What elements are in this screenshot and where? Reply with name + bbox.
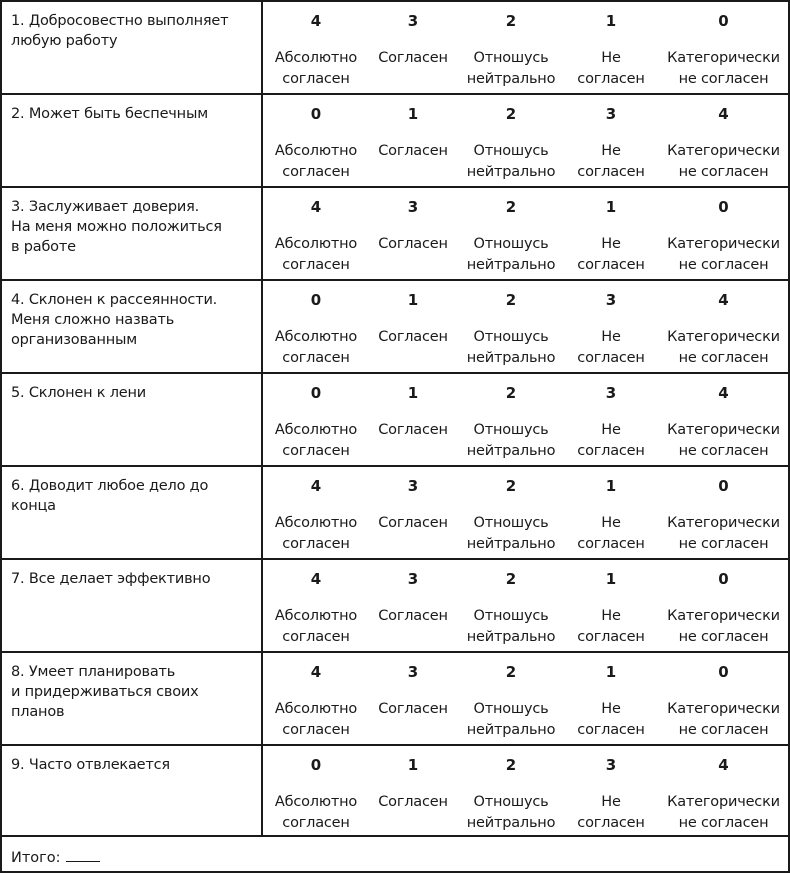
- answer-label-line: Не: [601, 329, 621, 345]
- score-value: 1: [407, 291, 419, 309]
- answer-label: [659, 792, 788, 834]
- answer-label: [459, 420, 563, 462]
- question-line: конца: [11, 498, 56, 514]
- score-value: 4: [718, 105, 729, 123]
- question-line: 3. Заслуживает доверия.: [11, 199, 200, 215]
- answer-option-b[interactable]: [367, 374, 459, 465]
- score-value: 4: [310, 12, 322, 30]
- answer-option-e[interactable]: [659, 560, 788, 651]
- answer-option-d[interactable]: [563, 188, 659, 279]
- answer-label-line: нейтрально: [466, 815, 556, 831]
- answer-label: [367, 606, 459, 627]
- answer-label-line: Согласен: [378, 329, 448, 345]
- score-value: 3: [605, 291, 617, 309]
- answer-option-b[interactable]: [367, 95, 459, 186]
- answer-option-c[interactable]: [459, 281, 563, 372]
- answer-option-d[interactable]: [563, 95, 659, 186]
- answer-label-line: Абсолютно: [274, 236, 358, 252]
- answer-label-line: Не: [601, 236, 621, 252]
- answer-label: [659, 327, 788, 369]
- answer-label-line: согласен: [282, 164, 350, 180]
- answer-label-line: согласен: [282, 71, 350, 87]
- answer-label-line: Не: [601, 794, 621, 810]
- question-line: 1. Добросовестно выполняет: [11, 13, 229, 29]
- score-value: 2: [505, 12, 517, 30]
- score-value: 2: [505, 756, 517, 774]
- answer-option-a[interactable]: [265, 467, 367, 558]
- answer-label: [367, 699, 459, 720]
- answer-label-line: не согласен: [678, 71, 769, 87]
- answer-label: [563, 141, 659, 183]
- answer-label: [659, 234, 788, 276]
- answer-option-c[interactable]: [459, 374, 563, 465]
- answer-label-line: согласен: [577, 815, 645, 831]
- answer-option-c[interactable]: [459, 467, 563, 558]
- question-line: Меня сложно назвать: [11, 312, 175, 328]
- answer-label-line: Не: [601, 515, 621, 531]
- answer-label: [459, 234, 563, 276]
- answer-label-line: согласен: [577, 350, 645, 366]
- answer-option-c[interactable]: [459, 2, 563, 93]
- answer-option-a[interactable]: [265, 95, 367, 186]
- answer-label: [367, 141, 459, 162]
- question-line: 6. Доводит любое дело до: [11, 478, 209, 494]
- answer-label-line: Не: [601, 50, 621, 66]
- answer-label-line: Согласен: [378, 608, 448, 624]
- question-row-8: [2, 653, 788, 746]
- answer-label: [367, 792, 459, 813]
- answer-label: [563, 48, 659, 90]
- answer-label-line: нейтрально: [466, 722, 556, 738]
- answer-label-line: нейтрально: [466, 257, 556, 273]
- answer-option-a[interactable]: [265, 2, 367, 93]
- answer-option-a[interactable]: [265, 653, 367, 744]
- answer-label: [265, 327, 367, 369]
- answer-label: [659, 141, 788, 183]
- score-value: 2: [505, 105, 517, 123]
- question-row-3: [2, 188, 788, 281]
- answer-label-line: Не: [601, 143, 621, 159]
- answer-option-d[interactable]: [563, 374, 659, 465]
- answer-label-line: Отношусь: [473, 143, 549, 159]
- answer-label: [459, 48, 563, 90]
- score-value: 4: [718, 384, 729, 402]
- question-text: [2, 560, 263, 651]
- answer-label-line: Абсолютно: [274, 608, 358, 624]
- answer-label-line: Категорически: [667, 794, 780, 810]
- answer-label-line: Категорически: [667, 50, 780, 66]
- score-value: 3: [407, 198, 419, 216]
- answer-label-line: Категорически: [667, 236, 780, 252]
- answer-label-line: Абсолютно: [274, 143, 358, 159]
- score-value: 4: [718, 291, 729, 309]
- score-value: 1: [605, 198, 617, 216]
- answer-label: [265, 792, 367, 834]
- answer-option-d[interactable]: [563, 2, 659, 93]
- answer-label: [563, 699, 659, 741]
- answer-label: [367, 420, 459, 441]
- question-row-6: [2, 467, 788, 560]
- answer-option-a[interactable]: [265, 746, 367, 835]
- answer-label-line: Отношусь: [473, 422, 549, 438]
- answer-label-line: Не: [601, 422, 621, 438]
- total-blank-field[interactable]: [66, 847, 100, 862]
- answer-label-line: согласен: [577, 71, 645, 87]
- answer-option-c[interactable]: [459, 95, 563, 186]
- question-text: [2, 95, 263, 186]
- answer-label-line: не согласен: [678, 350, 769, 366]
- answer-label-line: нейтрально: [466, 443, 556, 459]
- answer-label-line: Не: [601, 701, 621, 717]
- answer-label: [659, 699, 788, 741]
- answer-label-line: нейтрально: [466, 629, 556, 645]
- answer-label: [563, 327, 659, 369]
- answer-label-line: нейтрально: [466, 164, 556, 180]
- answer-option-a[interactable]: [265, 281, 367, 372]
- score-value: 1: [605, 663, 617, 681]
- answer-option-c[interactable]: [459, 653, 563, 744]
- score-value: 1: [407, 105, 419, 123]
- answer-label: [459, 699, 563, 741]
- score-value: 1: [407, 756, 419, 774]
- question-text: [2, 374, 263, 465]
- question-line: 4. Склонен к рассеянности.: [11, 292, 218, 308]
- answer-label: [367, 234, 459, 255]
- answer-label-line: согласен: [282, 350, 350, 366]
- score-value: 4: [718, 756, 729, 774]
- answer-label: [563, 420, 659, 462]
- answer-label: [367, 48, 459, 69]
- answer-label-line: не согласен: [678, 257, 769, 273]
- answer-label-line: Отношусь: [473, 329, 549, 345]
- answer-label-line: согласен: [577, 257, 645, 273]
- answer-label-line: нейтрально: [466, 71, 556, 87]
- score-value: 0: [718, 663, 729, 681]
- answer-option-d[interactable]: [563, 467, 659, 558]
- answer-label-line: Категорически: [667, 608, 780, 624]
- question-text: [2, 467, 263, 558]
- score-value: 0: [310, 105, 322, 123]
- score-value: 1: [605, 570, 617, 588]
- answer-label-line: согласен: [577, 164, 645, 180]
- answer-option-e[interactable]: [659, 2, 788, 93]
- answer-label-line: Согласен: [378, 794, 448, 810]
- question-line: 9. Часто отвлекается: [11, 757, 170, 773]
- answer-label: [563, 513, 659, 555]
- question-line: планов: [11, 704, 65, 720]
- answer-label-line: согласен: [282, 722, 350, 738]
- answer-label: [563, 606, 659, 648]
- answer-label-line: не согласен: [678, 536, 769, 552]
- answer-label-line: не согласен: [678, 629, 769, 645]
- answer-label-line: согласен: [282, 629, 350, 645]
- question-text: [2, 653, 263, 744]
- score-value: 3: [605, 756, 617, 774]
- answer-label: [265, 141, 367, 183]
- answer-label-line: Отношусь: [473, 236, 549, 252]
- score-value: 0: [310, 756, 322, 774]
- score-value: 0: [310, 291, 322, 309]
- answer-label-line: Абсолютно: [274, 329, 358, 345]
- answer-option-c[interactable]: [459, 560, 563, 651]
- answer-option-e[interactable]: [659, 653, 788, 744]
- answer-label: [459, 327, 563, 369]
- answer-option-c[interactable]: [459, 188, 563, 279]
- score-value: 3: [605, 105, 617, 123]
- answer-label: [265, 699, 367, 741]
- answer-option-b[interactable]: [367, 653, 459, 744]
- answer-label: [459, 606, 563, 648]
- answer-option-e[interactable]: [659, 374, 788, 465]
- score-value: 2: [505, 198, 517, 216]
- answer-label-line: согласен: [282, 536, 350, 552]
- answer-label: [459, 141, 563, 183]
- answer-label: [367, 327, 459, 348]
- answer-label-line: Согласен: [378, 701, 448, 717]
- score-value: 2: [505, 384, 517, 402]
- question-line: в работе: [11, 239, 76, 255]
- answer-option-d[interactable]: [563, 281, 659, 372]
- question-line: любую работу: [11, 33, 118, 49]
- question-row-2: [2, 95, 788, 188]
- score-value: 2: [505, 663, 517, 681]
- answer-label-line: согласен: [577, 443, 645, 459]
- question-line: 5. Склонен к лени: [11, 385, 147, 401]
- question-line: и придерживаться своих: [11, 684, 199, 700]
- score-value: 3: [407, 12, 419, 30]
- answer-label-line: не согласен: [678, 815, 769, 831]
- score-value: 3: [605, 384, 617, 402]
- answer-label: [265, 420, 367, 462]
- answer-option-e[interactable]: [659, 95, 788, 186]
- answer-option-b[interactable]: [367, 467, 459, 558]
- answer-label-line: согласен: [577, 629, 645, 645]
- score-value: 4: [310, 477, 322, 495]
- answer-label-line: Абсолютно: [274, 422, 358, 438]
- answer-label: [659, 606, 788, 648]
- answer-option-a[interactable]: [265, 374, 367, 465]
- answer-label-line: Категорически: [667, 422, 780, 438]
- total-label: Итого:: [11, 850, 61, 866]
- question-line: 7. Все делает эффективно: [11, 571, 211, 587]
- score-value: 2: [505, 570, 517, 588]
- answer-label: [659, 48, 788, 90]
- score-value: 0: [718, 198, 729, 216]
- answer-label-line: Отношусь: [473, 515, 549, 531]
- answer-label: [459, 792, 563, 834]
- answer-label-line: Абсолютно: [274, 515, 358, 531]
- answer-label-line: Согласен: [378, 143, 448, 159]
- answer-label-line: Абсолютно: [274, 701, 358, 717]
- score-value: 0: [718, 570, 729, 588]
- total-row: [2, 837, 788, 873]
- score-value: 0: [718, 12, 729, 30]
- score-value: 0: [310, 384, 322, 402]
- score-value: 0: [718, 477, 729, 495]
- score-value: 4: [310, 198, 322, 216]
- answer-label-line: Абсолютно: [274, 50, 358, 66]
- answer-label-line: Согласен: [378, 422, 448, 438]
- question-row-7: [2, 560, 788, 653]
- answer-label-line: Категорически: [667, 701, 780, 717]
- answer-label-line: не согласен: [678, 443, 769, 459]
- answer-label-line: Отношусь: [473, 50, 549, 66]
- answer-label-line: не согласен: [678, 164, 769, 180]
- answer-option-d[interactable]: [563, 746, 659, 835]
- question-line: 2. Может быть беспечным: [11, 106, 208, 122]
- question-row-9: [2, 746, 788, 837]
- answer-label-line: Не: [601, 608, 621, 624]
- answer-label-line: Согласен: [378, 50, 448, 66]
- answer-label: [265, 513, 367, 555]
- question-line: 8. Умеет планировать: [11, 664, 176, 680]
- answer-label-line: согласен: [282, 443, 350, 459]
- question-text: [2, 746, 263, 835]
- score-value: 1: [605, 477, 617, 495]
- answer-label-line: согласен: [577, 722, 645, 738]
- score-value: 2: [505, 291, 517, 309]
- answer-label: [459, 513, 563, 555]
- answer-label: [659, 513, 788, 555]
- answer-option-b[interactable]: [367, 560, 459, 651]
- answer-option-e[interactable]: [659, 281, 788, 372]
- answer-label-line: согласен: [282, 257, 350, 273]
- answer-label: [265, 234, 367, 276]
- answer-label: [563, 792, 659, 834]
- answer-label-line: нейтрально: [466, 350, 556, 366]
- answer-label-line: Отношусь: [473, 608, 549, 624]
- answer-label: [563, 234, 659, 276]
- answer-label-line: Отношусь: [473, 701, 549, 717]
- answer-option-d[interactable]: [563, 560, 659, 651]
- question-row-5: [2, 374, 788, 467]
- answer-label-line: Согласен: [378, 236, 448, 252]
- answer-option-e[interactable]: [659, 467, 788, 558]
- score-value: 3: [407, 570, 419, 588]
- answer-option-a[interactable]: [265, 188, 367, 279]
- answer-label-line: Категорически: [667, 143, 780, 159]
- answer-label-line: Абсолютно: [274, 794, 358, 810]
- question-row-4: [2, 281, 788, 374]
- answer-label-line: согласен: [577, 536, 645, 552]
- question-text: [2, 188, 263, 279]
- question-row-1: [2, 2, 788, 95]
- answer-option-a[interactable]: [265, 560, 367, 651]
- score-value: 1: [605, 12, 617, 30]
- score-value: 4: [310, 570, 322, 588]
- score-value: 1: [407, 384, 419, 402]
- answer-option-e[interactable]: [659, 188, 788, 279]
- answer-label: [659, 420, 788, 462]
- answer-option-b[interactable]: [367, 281, 459, 372]
- answer-label-line: Отношусь: [473, 794, 549, 810]
- answer-option-b[interactable]: [367, 188, 459, 279]
- answer-label-line: не согласен: [678, 722, 769, 738]
- answer-option-c[interactable]: [459, 746, 563, 835]
- question-text: [2, 281, 263, 372]
- answer-label-line: Категорически: [667, 515, 780, 531]
- question-line: На меня можно положиться: [11, 219, 222, 235]
- answer-option-b[interactable]: [367, 2, 459, 93]
- answer-label-line: Категорически: [667, 329, 780, 345]
- answer-label-line: согласен: [282, 815, 350, 831]
- answer-label-line: нейтрально: [466, 536, 556, 552]
- answer-option-d[interactable]: [563, 653, 659, 744]
- answer-label: [265, 606, 367, 648]
- answer-label: [265, 48, 367, 90]
- score-value: 3: [407, 663, 419, 681]
- score-value: 3: [407, 477, 419, 495]
- answer-option-b[interactable]: [367, 746, 459, 835]
- score-value: 2: [505, 477, 517, 495]
- answer-label: [367, 513, 459, 534]
- answer-label-line: Согласен: [378, 515, 448, 531]
- answer-option-e[interactable]: [659, 746, 788, 835]
- question-text: [2, 2, 263, 93]
- score-value: 4: [310, 663, 322, 681]
- question-line: организованным: [11, 332, 138, 348]
